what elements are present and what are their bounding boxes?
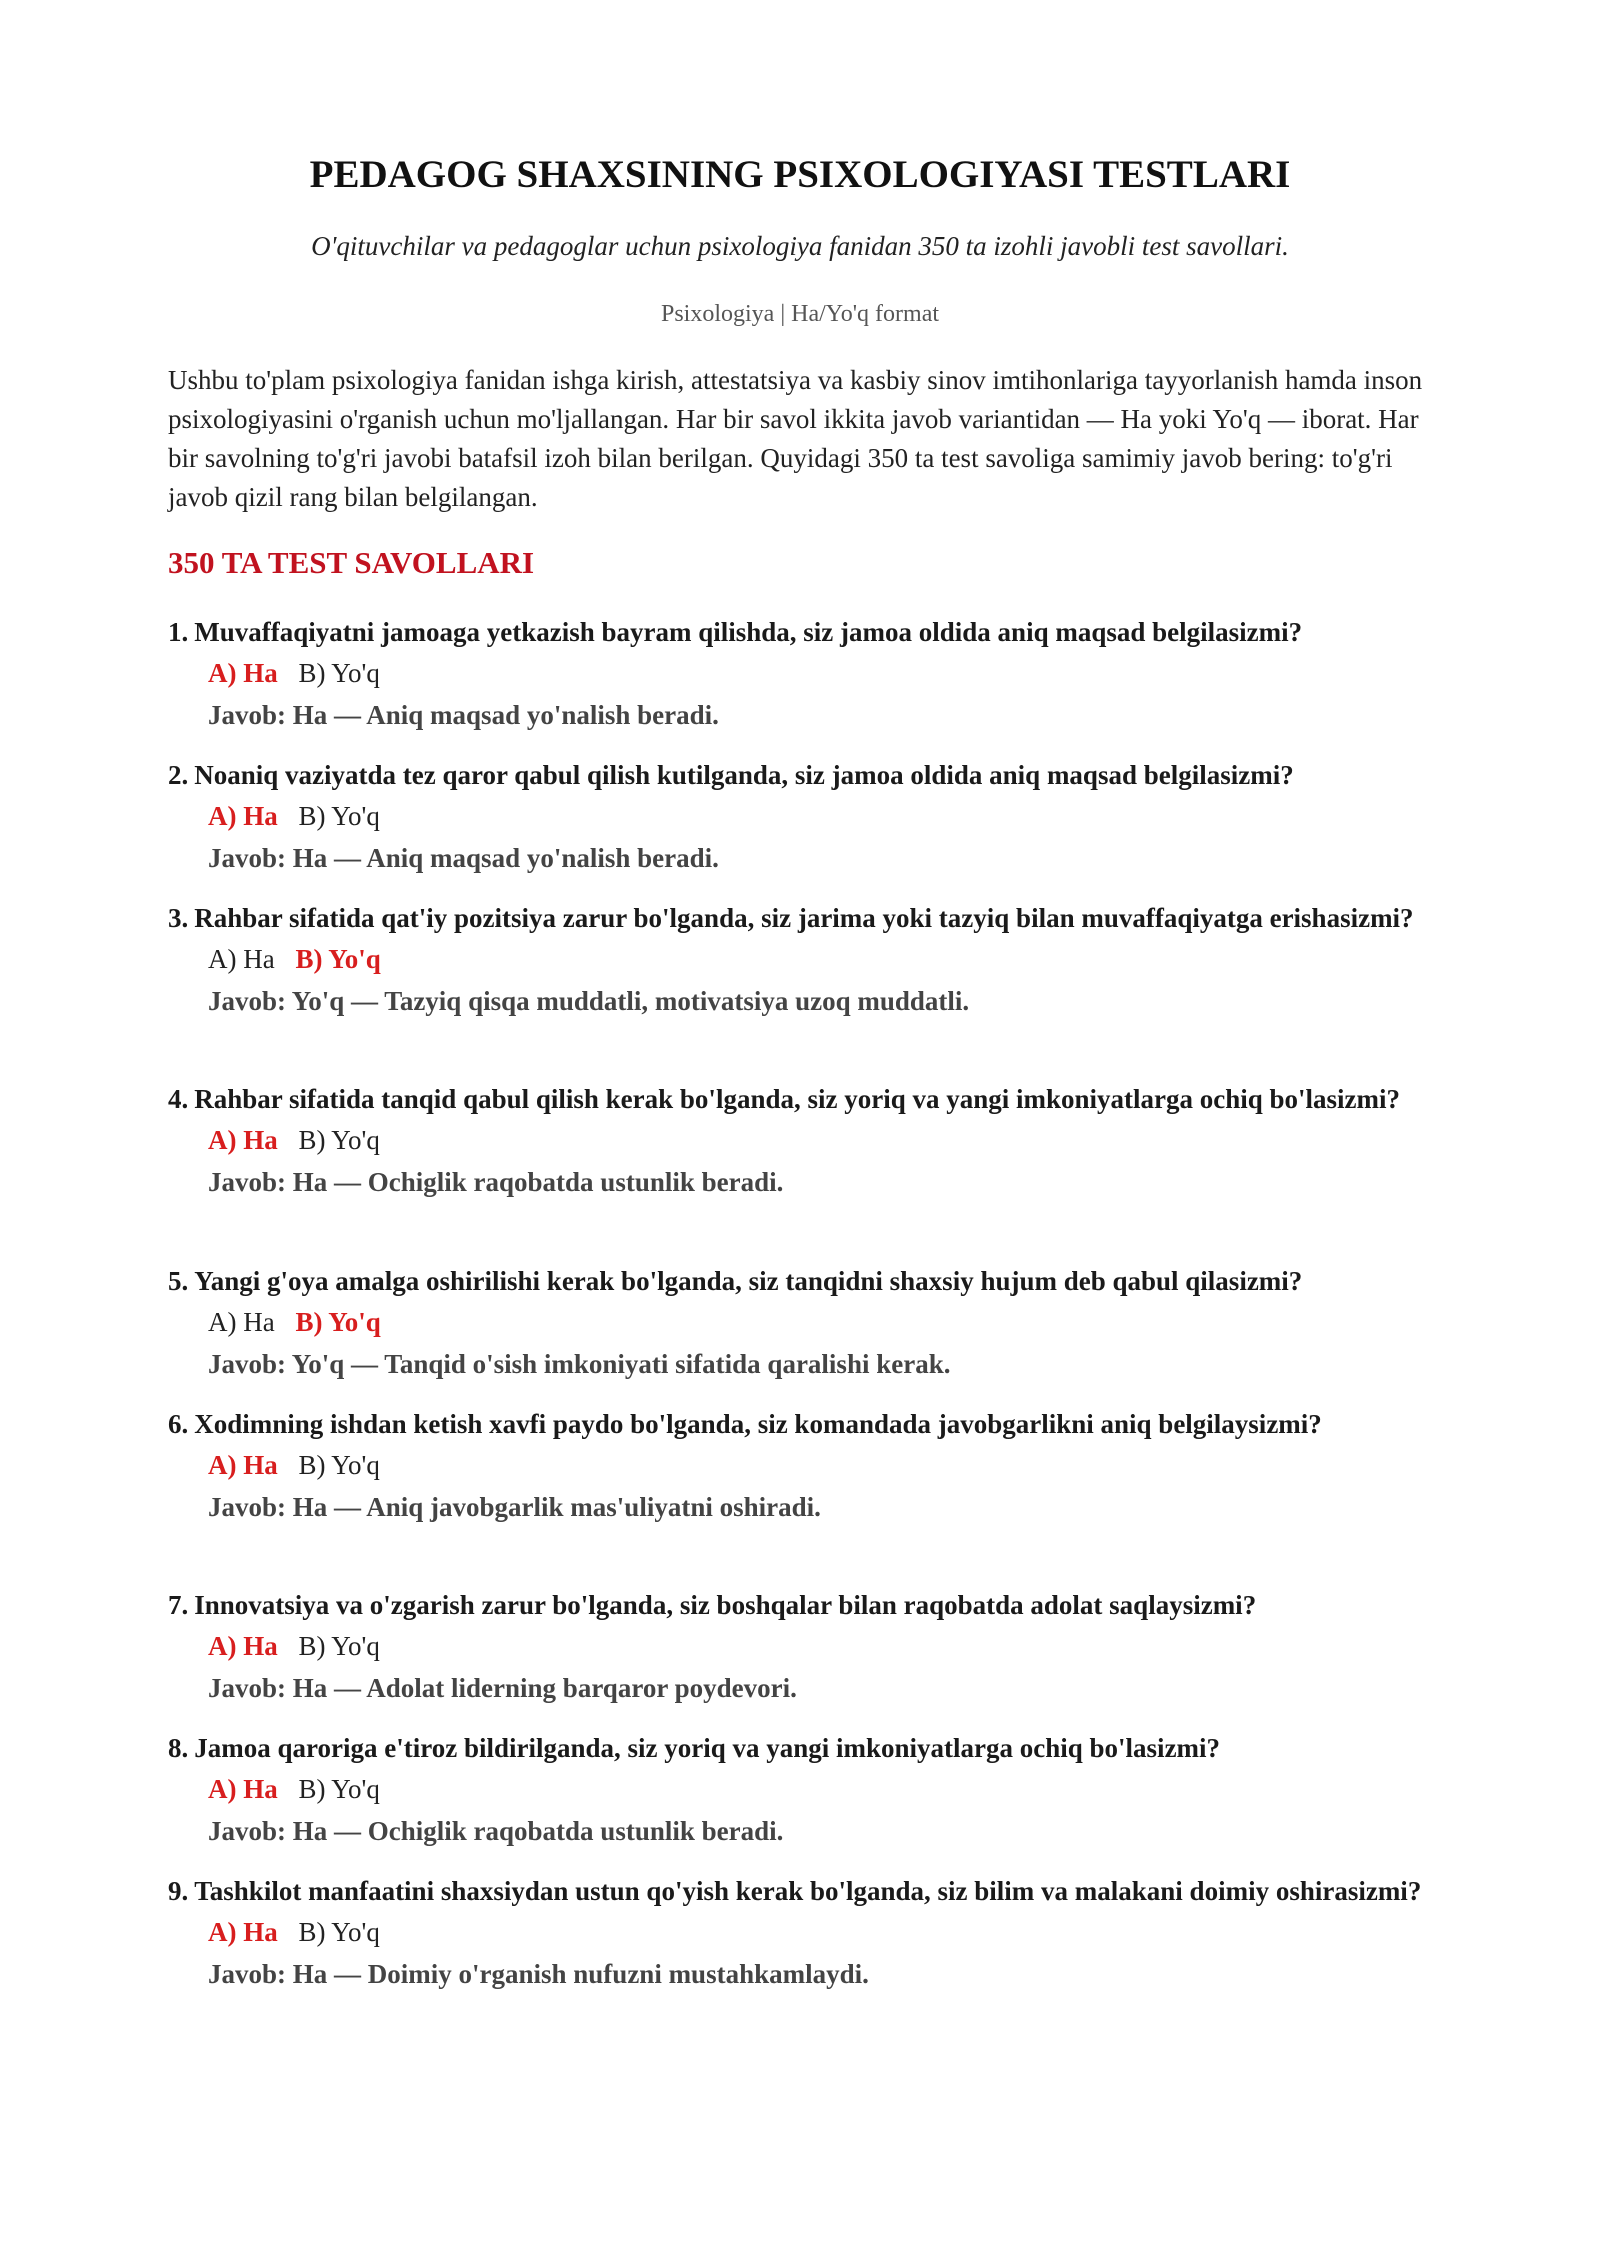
option-b[interactable]: B) Yo'q	[298, 1631, 380, 1661]
question-number: 5.	[168, 1266, 189, 1296]
question-body: Noaniq vaziyatda tez qaror qabul qilish kutilganda, siz jamoa oldida aniq maqsad belgilasizmi?	[194, 760, 1294, 790]
question-body: Xodimning ishdan ketish xavfi paydo bo'lganda, siz komandada javobgarlikni aniq belgilaysizmi?	[194, 1409, 1322, 1439]
question-text	[168, 899, 1438, 938]
question-body: Innovatsiya va o'zgarish zarur bo'lganda, siz boshqalar bilan raqobatda adolat saqlaysizmi?	[194, 1590, 1257, 1620]
answer-explanation: Javob: Yo'q — Tazyiq qisqa muddatli, motivatsiya uzoq muddatli.	[208, 986, 970, 1016]
question-body: Yangi g'oya amalga oshirilishi kerak bo'lganda, siz tanqidni shaxsiy hujum deb qabul qilasizmi?	[194, 1266, 1303, 1296]
option-b[interactable]: B) Yo'q	[295, 944, 381, 974]
question-text	[168, 756, 1438, 795]
answer-options	[208, 1119, 1438, 1161]
question-item	[168, 613, 1438, 736]
question-number: 4.	[168, 1084, 189, 1114]
answer-explanation: Javob: Ha — Doimiy o'rganish nufuzni mustahkamlaydi.	[208, 1959, 869, 1989]
question-body: Rahbar sifatida qat'iy pozitsiya zarur bo'lganda, siz jarima yoki tazyiq bilan muvaffaqiyatga erishasizmi?	[194, 903, 1414, 933]
question-item	[168, 1729, 1438, 1852]
question-number: 9.	[168, 1876, 189, 1906]
option-b[interactable]: B) Yo'q	[298, 1125, 380, 1155]
question-text	[168, 613, 1438, 652]
option-a[interactable]: A) Ha	[208, 801, 278, 831]
option-a[interactable]: A) Ha	[208, 658, 278, 688]
option-a[interactable]: A) Ha	[208, 1774, 278, 1804]
answer-options	[208, 1301, 1438, 1343]
question-number: 7.	[168, 1590, 189, 1620]
option-a[interactable]: A) Ha	[208, 1450, 278, 1480]
answer-explanation: Javob: Yo'q — Tanqid o'sish imkoniyati sifatida qaralishi kerak.	[208, 1349, 951, 1379]
question-item	[168, 1586, 1438, 1709]
option-a[interactable]: A) Ha	[208, 1631, 278, 1661]
option-b[interactable]: B) Yo'q	[298, 1917, 380, 1947]
question-number: 2.	[168, 760, 189, 790]
question-item	[168, 756, 1438, 879]
question-item	[168, 1262, 1438, 1385]
answer-options	[208, 938, 1438, 980]
question-number: 1.	[168, 617, 189, 647]
question-body: Jamoa qaroriga e'tiroz bildirilganda, siz yoriq va yangi imkoniyatlarga ochiq bo'lasizmi?	[194, 1733, 1221, 1763]
option-a[interactable]: A) Ha	[208, 1917, 278, 1947]
question-text	[168, 1872, 1438, 1911]
question-body: Tashkilot manfaatini shaxsiydan ustun qo'yish kerak bo'lganda, siz bilim va malakani doimiy oshirasizmi?	[194, 1876, 1422, 1906]
question-item	[168, 1080, 1438, 1203]
section-heading: 350 TA TEST SAVOLLARI	[168, 545, 535, 580]
question-text	[168, 1586, 1438, 1625]
answer-options	[208, 1768, 1438, 1810]
question-text	[168, 1405, 1438, 1444]
question-text	[168, 1262, 1438, 1301]
answer-explanation: Javob: Ha — Adolat liderning barqaror poydevori.	[208, 1673, 797, 1703]
answer-explanation: Javob: Ha — Aniq javobgarlik mas'uliyatni oshiradi.	[208, 1492, 821, 1522]
option-a[interactable]: A) Ha	[208, 1125, 278, 1155]
page-subtitle: O'qituvchilar va pedagoglar uchun psixologiya fanidan 350 ta izohli javobli test savollari.	[311, 231, 1289, 261]
question-text	[168, 1729, 1438, 1768]
intro-paragraph: Ushbu to'plam psixologiya fanidan ishga kirish, attestatsiya va kasbiy sinov imtihonlariga tayyorlanish hamda inson psixologiyasini o'rganish uchun mo'ljallangan. Har bir savol ikkita javob variantidan — Ha yoki Yo'q — iborat. Har bir savolning to'g'ri javobi batafsil izoh bilan berilgan. Quyidagi 350 ta test savoliga samimiy javob bering: to'g'ri javob qizil rang bilan belgilangan.	[168, 365, 1423, 512]
answer-options	[208, 1625, 1438, 1667]
option-b[interactable]: B) Yo'q	[298, 1774, 380, 1804]
question-body: Muvaffaqiyatni jamoaga yetkazish bayram qilishda, siz jamoa oldida aniq maqsad belgilasizmi?	[194, 617, 1303, 647]
answer-options	[208, 1911, 1438, 1953]
answer-explanation: Javob: Ha — Aniq maqsad yo'nalish beradi.	[208, 700, 719, 730]
question-item	[168, 899, 1438, 1022]
answer-explanation: Javob: Ha — Ochiglik raqobatda ustunlik beradi.	[208, 1816, 784, 1846]
option-a[interactable]: A) Ha	[208, 944, 275, 974]
page-title: PEDAGOG SHAXSINING PSIXOLOGIYASI TESTLARI	[309, 153, 1291, 196]
option-b[interactable]: B) Yo'q	[298, 801, 380, 831]
question-number: 6.	[168, 1409, 189, 1439]
option-a[interactable]: A) Ha	[208, 1307, 275, 1337]
question-item	[168, 1405, 1438, 1528]
answer-explanation: Javob: Ha — Aniq maqsad yo'nalish beradi.	[208, 843, 719, 873]
answer-options	[208, 1444, 1438, 1486]
option-b[interactable]: B) Yo'q	[295, 1307, 381, 1337]
question-number: 3.	[168, 903, 189, 933]
question-body: Rahbar sifatida tanqid qabul qilish kerak bo'lganda, siz yoriq va yangi imkoniyatlarga ochiq bo'lasizmi?	[194, 1084, 1401, 1114]
question-text	[168, 1080, 1438, 1119]
answer-options	[208, 795, 1438, 837]
question-number: 8.	[168, 1733, 189, 1763]
answer-options	[208, 652, 1438, 694]
category-meta: Psixologiya | Ha/Yo'q format	[660, 301, 940, 327]
question-item	[168, 1872, 1438, 1995]
option-b[interactable]: B) Yo'q	[298, 658, 380, 688]
answer-explanation: Javob: Ha — Ochiglik raqobatda ustunlik beradi.	[208, 1167, 784, 1197]
option-b[interactable]: B) Yo'q	[298, 1450, 380, 1480]
